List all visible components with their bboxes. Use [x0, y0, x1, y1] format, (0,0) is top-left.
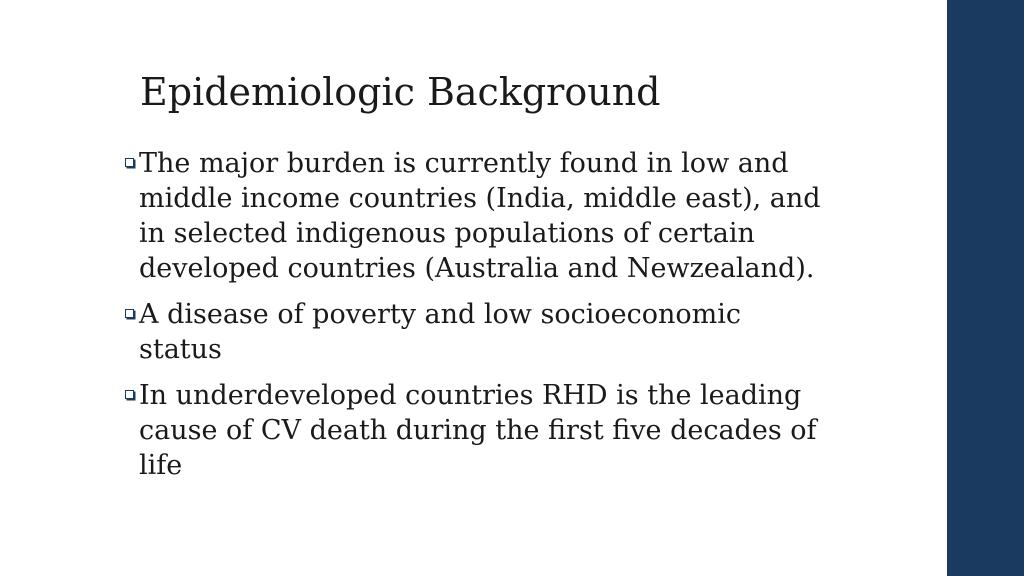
- square-bullet-icon: [125, 390, 134, 399]
- bullet-text: A disease of poverty and low socioeconomic status: [139, 299, 741, 365]
- bullet-item: [122, 297, 822, 367]
- bullet-item: [122, 146, 822, 286]
- square-bullet-icon: [125, 309, 134, 318]
- accent-side-bar: [947, 0, 1024, 576]
- square-bullet-icon: [125, 158, 134, 167]
- bullet-list: [122, 146, 822, 494]
- bullet-text: The major burden is currently found in low and middle income countries (India, middle east), and in selected indigenous populations of certain developed countries (Australia and Newzealand).: [139, 148, 821, 284]
- bullet-item: [122, 378, 822, 483]
- slide-title: Epidemiologic Background: [140, 70, 661, 114]
- bullet-text: In underdeveloped countries RHD is the leading cause of CV death during the first five decades of life: [139, 380, 817, 481]
